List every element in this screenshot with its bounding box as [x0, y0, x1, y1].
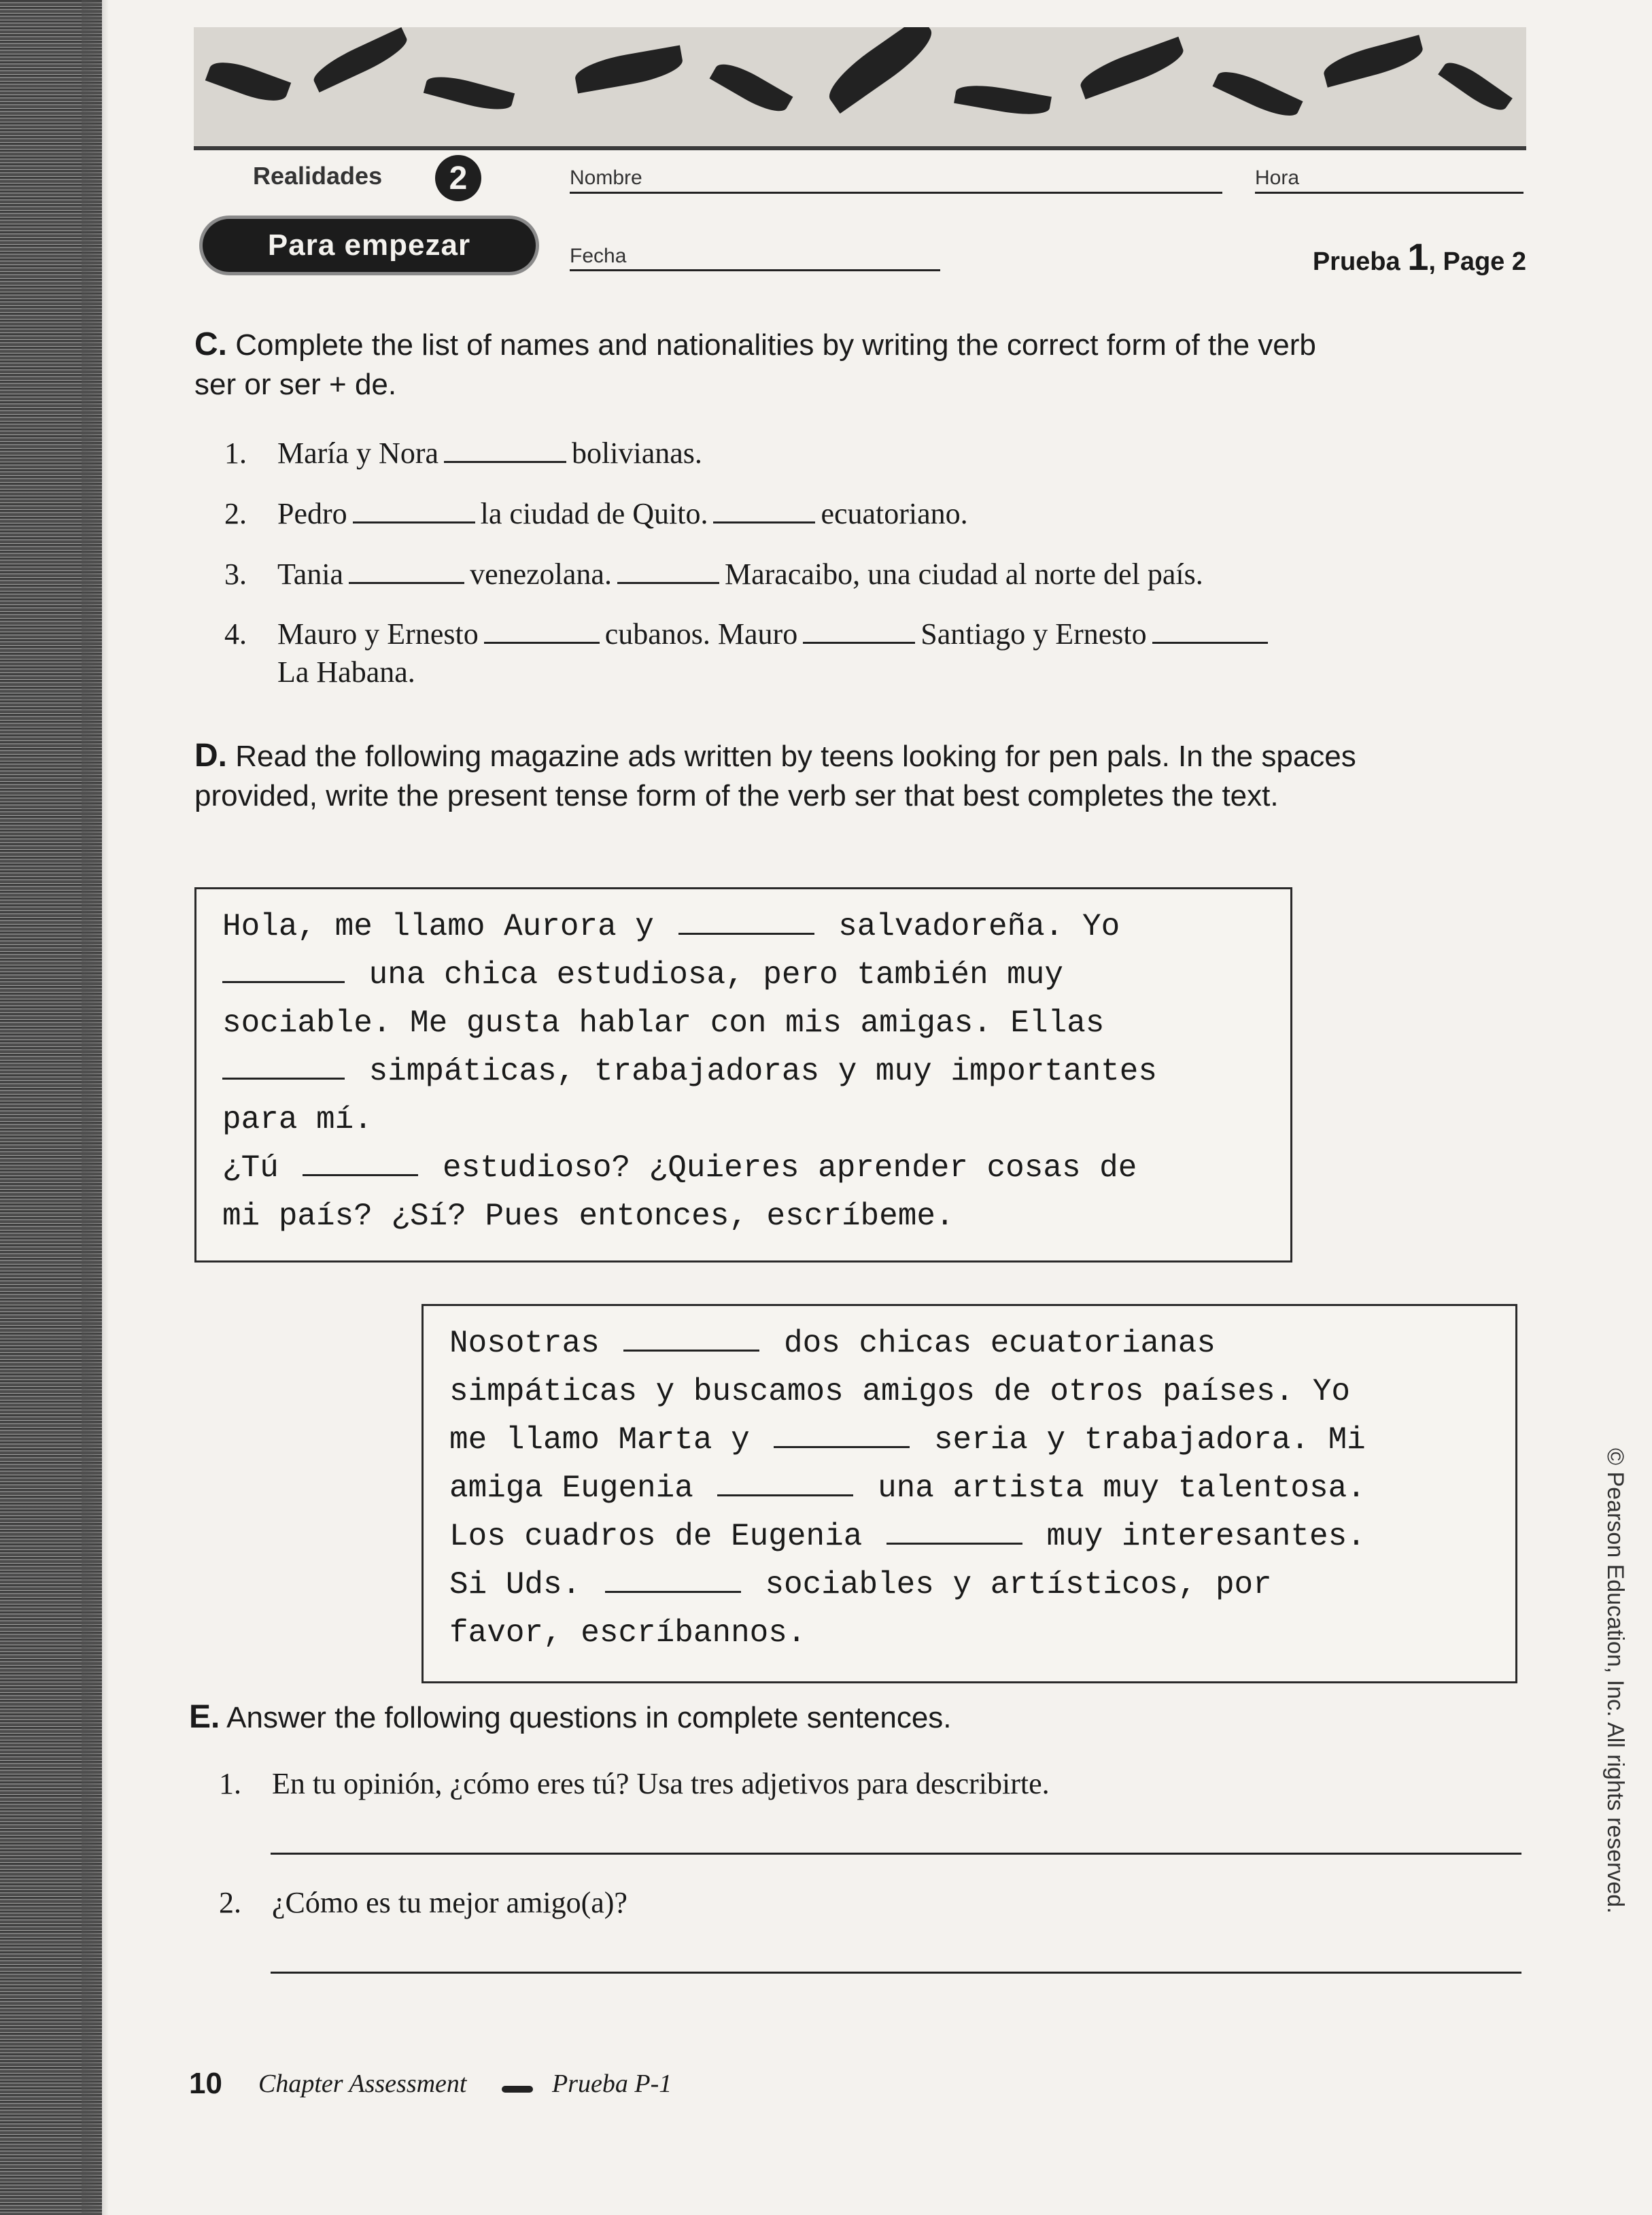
item-number: 2. [224, 497, 247, 530]
prueba-suffix: , Page 2 [1428, 247, 1526, 276]
ad-text: Hola, me llamo Aurora y [222, 909, 673, 944]
ad-text: estudioso? ¿Quieres aprender cosas de [424, 1150, 1137, 1186]
section-c-text-2: ser or ser + de. [194, 368, 397, 401]
item-text: cubanos. Mauro [604, 617, 798, 651]
fecha-field[interactable] [570, 269, 940, 271]
answer-blank[interactable] [1152, 641, 1268, 644]
hora-field[interactable] [1255, 192, 1524, 194]
ad-aurora [194, 887, 1292, 1263]
prueba-prefix: Prueba [1312, 247, 1408, 276]
answer-blank[interactable] [887, 1542, 1022, 1545]
section-e-text: Answer the following questions in complete sentences. [226, 1701, 952, 1734]
c-item-1 [224, 434, 702, 473]
item-text: Mauro y Ernesto [277, 617, 479, 651]
hora-label: Hora [1255, 167, 1300, 189]
page-number: 10 [189, 2067, 222, 2100]
item-number: 1. [224, 436, 247, 470]
ad-text: me llamo Marta y [449, 1422, 769, 1458]
ad-text: sociables y artísticos, por [746, 1567, 1272, 1602]
item-text: María y Nora [277, 436, 439, 470]
ad-text: favor, escríbannos. [449, 1615, 806, 1651]
c-item-3 [224, 555, 1203, 594]
ad-text: mi país? ¿Sí? Pues entonces, escríbeme. [222, 1199, 954, 1234]
ad-marta [421, 1304, 1517, 1683]
answer-blank[interactable] [222, 1077, 345, 1080]
ad-text: una chica estudiosa, pero también muy [350, 957, 1063, 993]
c-item-4-cont: La Habana. [277, 655, 415, 689]
nombre-label: Nombre [570, 167, 642, 189]
ad-text: dos chicas ecuatorianas [765, 1326, 1216, 1361]
ad-text: amiga Eugenia [449, 1471, 712, 1506]
banner-leaf [1076, 37, 1188, 99]
item-text: ecuatoriano. [821, 497, 968, 530]
item-text: Tania [277, 557, 344, 591]
banner-leaf [572, 45, 685, 93]
footer-separator [502, 2086, 533, 2093]
answer-blank[interactable] [617, 581, 719, 584]
banner-leaf [1320, 35, 1426, 87]
banner-leaf [1438, 56, 1513, 118]
banner-leaf [205, 55, 291, 109]
section-c-letter: C. [194, 326, 227, 362]
section-d-letter: D. [194, 738, 227, 774]
section-e-letter: E. [189, 1699, 220, 1735]
banner-leaf [424, 71, 515, 116]
e-question-2 [219, 1883, 627, 1923]
ad-text: simpáticas, trabajadoras y muy importantes [350, 1054, 1157, 1089]
section-title: Para empezar [203, 219, 536, 272]
item-text: venezolana. [470, 557, 612, 591]
banner-leaf [821, 27, 940, 114]
answer-blank[interactable] [713, 521, 815, 523]
answer-blank[interactable] [678, 932, 814, 935]
item-number: 2. [219, 1886, 241, 1919]
answer-blank[interactable] [623, 1349, 759, 1352]
answer-blank[interactable] [774, 1445, 910, 1448]
ad-text: Los cuadros de Eugenia [449, 1519, 881, 1554]
section-d-text: Read the following magazine ads written by teens looking for pen pals. In the spaces [235, 740, 1356, 773]
e-question-1 [219, 1764, 1050, 1804]
scan-shadow [82, 0, 109, 2215]
item-number: 3. [224, 557, 247, 591]
banner-leaf [1212, 64, 1303, 124]
item-text: Maracaibo, una ciudad al norte del país. [724, 557, 1203, 591]
answer-blank[interactable] [222, 980, 345, 983]
ad-text: sociable. Me gusta hablar con mis amigas. Ellas [222, 1006, 1105, 1041]
ad-text: Nosotras [449, 1326, 619, 1361]
fecha-label: Fecha [570, 245, 627, 267]
ad-text: para mí. [222, 1102, 373, 1137]
ad-text: Si Uds. [449, 1567, 600, 1602]
banner-leaf [309, 27, 411, 92]
section-d-text-2: provided, write the present tense form of the verb ser that best completes the text. [194, 779, 1279, 812]
item-text: Pedro [277, 497, 347, 530]
book-level-badge: 2 [435, 155, 481, 201]
prueba-number: 1 [1407, 235, 1429, 278]
answer-blank[interactable] [803, 641, 915, 644]
prueba-title [1313, 235, 1526, 279]
ad-text: muy interesantes. [1027, 1519, 1366, 1554]
answer-blank[interactable] [353, 521, 475, 523]
item-number: 4. [224, 617, 247, 651]
item-text: la ciudad de Quito. [480, 497, 708, 530]
item-text: Santiago y Ernesto [920, 617, 1147, 651]
answer-line-2[interactable] [271, 1972, 1521, 1974]
answer-blank[interactable] [484, 641, 600, 644]
c-item-2 [224, 494, 968, 534]
ad-text: simpáticas y buscamos amigos de otros países. Yo [449, 1374, 1351, 1409]
banner-leaf [954, 80, 1052, 120]
answer-line-1[interactable] [271, 1853, 1521, 1855]
nombre-field[interactable] [570, 192, 1222, 194]
ad-text: una artista muy talentosa. [859, 1471, 1366, 1506]
item-text: bolivianas. [572, 436, 702, 470]
footer-chapter: Chapter Assessment [258, 2070, 467, 2098]
answer-blank[interactable] [303, 1173, 418, 1176]
answer-blank[interactable] [349, 581, 464, 584]
section-c-instruction [194, 325, 1520, 405]
ad-text: seria y trabajadora. Mi [915, 1422, 1366, 1458]
question-text: ¿Cómo es tu mejor amigo(a)? [272, 1886, 627, 1919]
question-text: En tu opinión, ¿cómo eres tú? Usa tres adjetivos para describirte. [272, 1767, 1050, 1800]
answer-blank[interactable] [717, 1494, 853, 1496]
c-item-4 [224, 615, 1273, 654]
footer-prueba: Prueba P-1 [552, 2070, 672, 2098]
banner-leaf [710, 56, 793, 120]
answer-blank[interactable] [444, 460, 566, 463]
answer-blank[interactable] [605, 1590, 741, 1593]
ad-text: salvadoreña. Yo [819, 909, 1120, 944]
section-e-instruction [189, 1698, 1515, 1738]
section-c-text: Complete the list of names and nationalities by writing the correct form of the verb [235, 328, 1316, 362]
item-number: 1. [219, 1767, 241, 1800]
copyright-notice: © Pearson Education, Inc. All rights reserved. [1602, 1448, 1628, 1914]
section-d-instruction [194, 736, 1520, 816]
book-title: Realidades [253, 162, 383, 190]
ad-text: ¿Tú [222, 1150, 298, 1186]
header-banner [194, 27, 1526, 150]
